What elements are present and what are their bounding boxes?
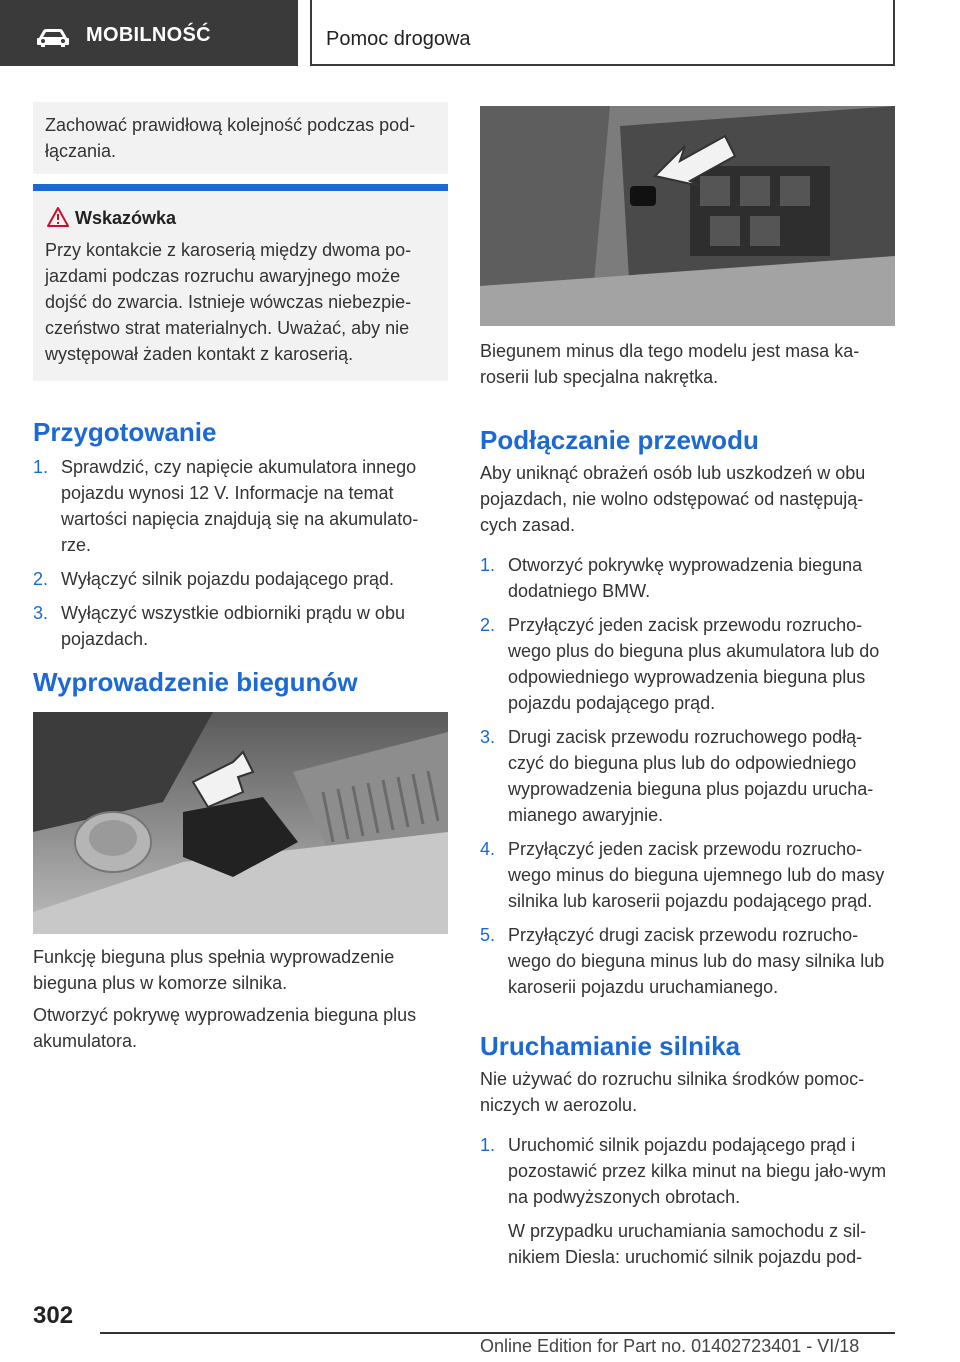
warning-text: Przy kontakcie z karoserią między dwoma po-jazdami podczas rozruchu awaryjnego może dojść do zwarcia. Istnieje wówczas niebezpie-czeństwo strat materialnych. Uważać, aby nie występował żaden kontakt z karoserią. [45, 240, 412, 364]
page-header [0, 0, 960, 66]
engine-start-steps [480, 1132, 895, 1210]
heading-engine-start: Uruchamianie silnika [480, 1031, 741, 1061]
car-icon [36, 28, 70, 48]
list-item: 2. Przyłączyć jeden zacisk przewodu rozrucho-wego plus do bieguna plus akumulatora lub do odpowiedniego wyprowadzenia bieguna plus pojazdu podającego prąd. [480, 615, 880, 713]
note-box [33, 102, 448, 174]
list-item: 1. Otworzyć pokrywkę wyprowadzenia bieguna dodatniego BMW. [480, 555, 863, 601]
note-text: Zachować prawidłową kolejność podczas pod-łączania. [45, 115, 416, 161]
warning-icon [47, 207, 69, 227]
photo-positive-terminal [33, 712, 448, 934]
warning-title: Wskazówka [75, 208, 177, 228]
list-item: 4. Przyłączyć jeden zacisk przewodu rozrucho-wego minus do bieguna ujemnego lub do masy silnika lub karoserii pojazdu podającego prąd. [480, 839, 885, 911]
page-number: 302 [33, 1302, 74, 1329]
photo-negative-terminal [480, 106, 895, 326]
connecting-steps [480, 552, 895, 1000]
list-item: 3. Drugi zacisk przewodu rozruchowego podłą-czyć do bieguna plus lub do odpowiedniego wyprowadzenia bieguna plus pojazdu urucha-mianego awaryjnie. [480, 727, 874, 825]
heading-terminals: Wyprowadzenie biegunów [33, 667, 358, 697]
section-label: MOBILNOŚĆ [86, 24, 211, 46]
footer-rule [100, 1332, 895, 1334]
warning-bar [33, 184, 448, 191]
terminal-paragraph-1: Funkcję bieguna plus spełnia wyprowadzenie bieguna plus w komorze silnika. [33, 947, 395, 993]
list-item: 5. Przyłączyć drugi zacisk przewodu rozrucho-wego do bieguna minus lub do masy silnika lub karoserii pojazdu uruchamianego. [480, 925, 885, 997]
photo-caption: Biegunem minus dla tego modelu jest masa ka-roserii lub specjalna nakrętka. [480, 341, 860, 387]
header-border-bottom [310, 64, 895, 66]
list-item: 2. Wyłączyć silnik pojazdu podającego prąd. [33, 569, 395, 589]
engine-start-note: W przypadku uruchamiania samochodu z sil-nikiem Diesla: uruchomić silnik pojazdu pod- [508, 1221, 867, 1267]
list-item: 1. Uruchomić silnik pojazdu podającego prąd i pozostawić przez kilka minut na biegu jało-wym na podwyższonych obrotach. [480, 1135, 887, 1207]
connecting-intro: Aby uniknąć obrażeń osób lub uszkodzeń w obu pojazdach, nie wolno odstępować od następują-cych zasad. [480, 463, 866, 535]
section-tab[interactable] [0, 0, 298, 66]
chapter-title: Pomoc drogowa [326, 28, 471, 50]
heading-preparation: Przygotowanie [33, 417, 217, 447]
preparation-steps [33, 454, 448, 652]
header-border-right [893, 0, 895, 66]
page-footer [0, 1290, 960, 1362]
list-item: 3. Wyłączyć wszystkie odbiorniki prądu w obu pojazdach. [33, 603, 405, 649]
terminal-paragraph-2: Otworzyć pokrywę wyprowadzenia bieguna plus akumulatora. [33, 1005, 417, 1051]
header-divider [310, 0, 312, 66]
warning-box [33, 184, 448, 381]
heading-connecting: Podłączanie przewodu [480, 425, 759, 455]
edition-text: Online Edition for Part no. 01402723401 - VI/18 [480, 1336, 860, 1356]
engine-start-intro: Nie używać do rozruchu silnika środków pomoc-niczych w aerozolu. [480, 1069, 865, 1115]
list-item: 1. Sprawdzić, czy napięcie akumulatora innego pojazdu wynosi 12 V. Informacje na temat wartości napięcia znajdują się na akumulato-rze. [33, 457, 419, 555]
